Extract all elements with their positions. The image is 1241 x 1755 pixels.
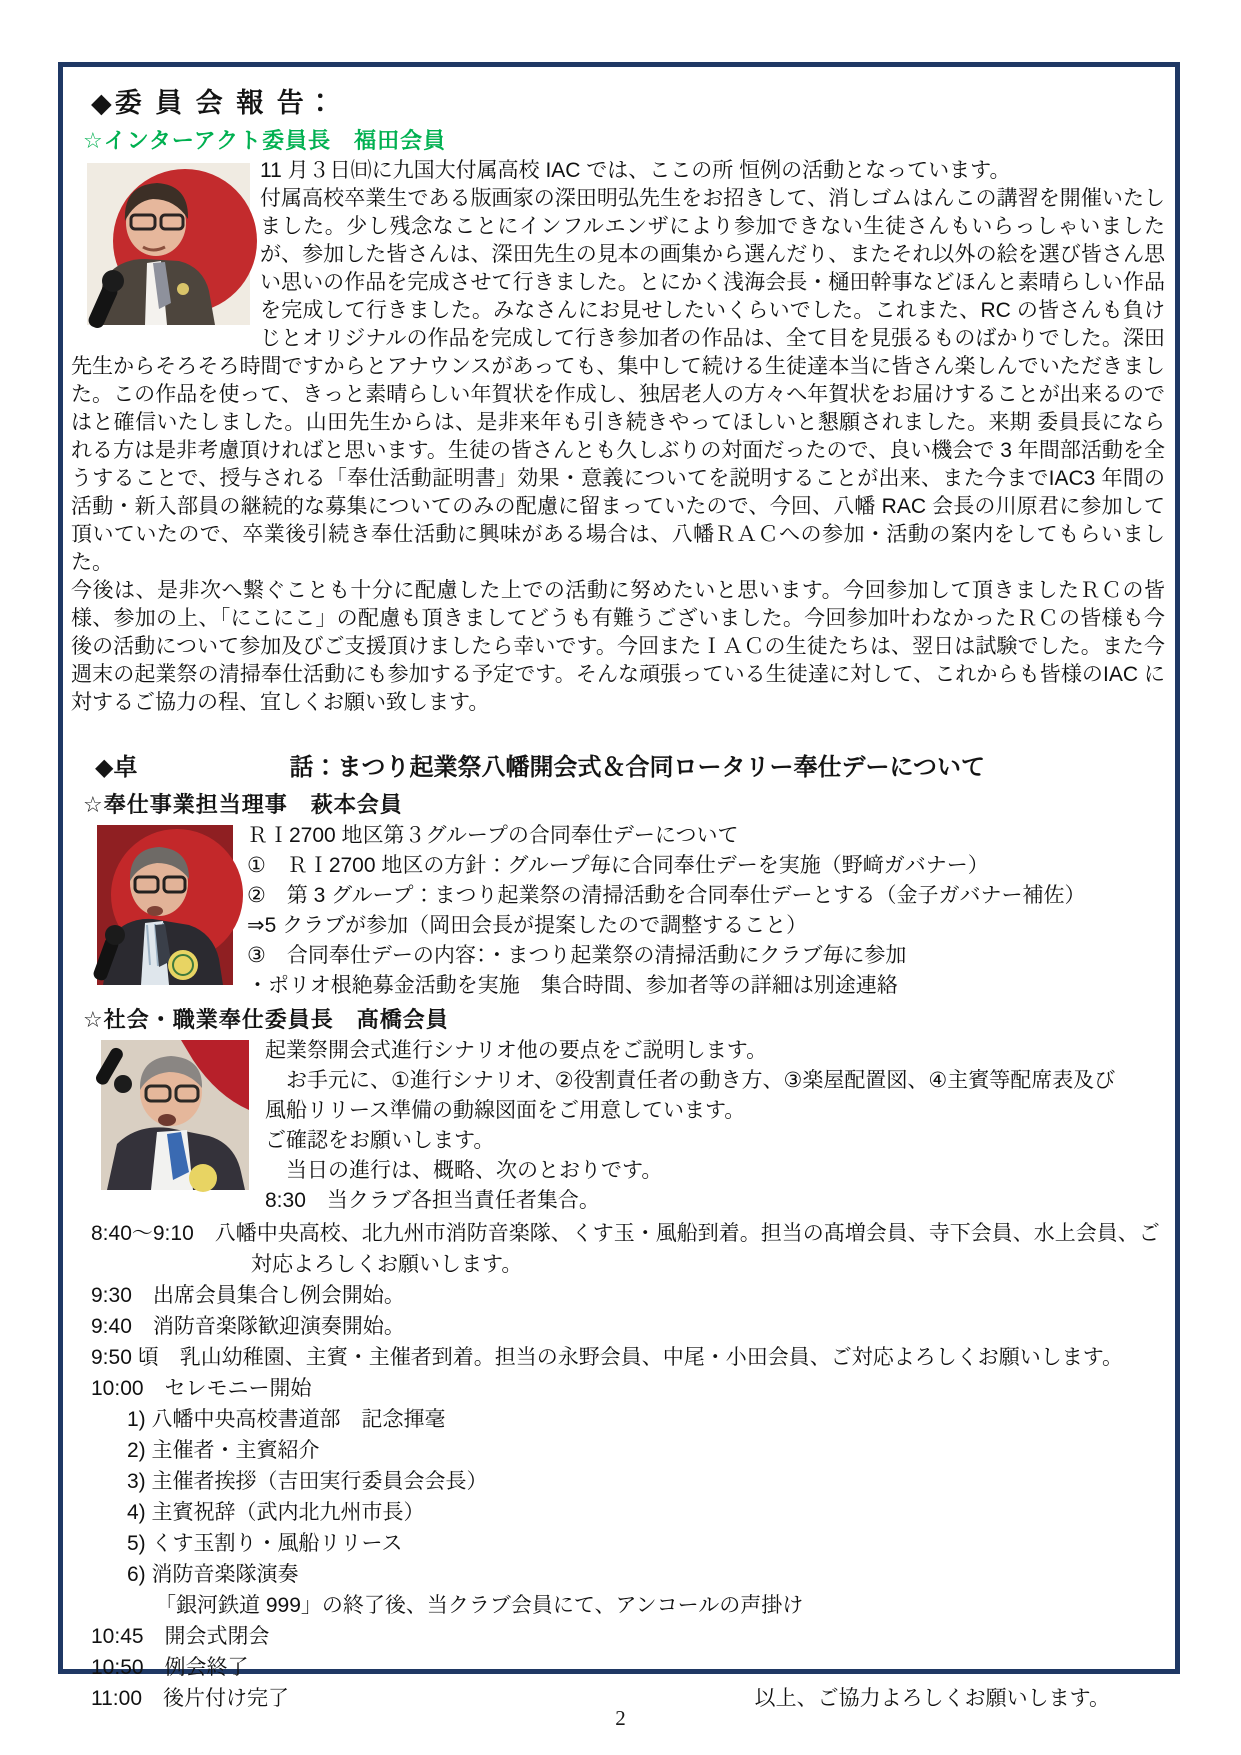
- takahashi-line: ご確認をお願いします。: [265, 1129, 495, 1152]
- schedule-last-left: 11:00 後片付け完了: [91, 1687, 289, 1710]
- ceremony-schedule: [91, 1218, 1165, 1714]
- schedule-line: 10:50 例会終了: [91, 1656, 249, 1679]
- interact-paragraph-1: 付属高校卒業生である版画家の深田明弘先生をお招きして、消しゴムはんこの講習を開催いたしました。少し残念なことにインフルエンザにより参加できない生徒さんもいらっしゃいましたが、参加した皆さんは、深田先生の見本の画集から選んだり、またそれ以外の絵を選び皆さん思い思いの作品を完成させて行きました。とにかく浅海会長・樋田幹事などほんと素晴らしい作品を完成して行きました。みなさんにお見せしたいくらいでした。これまた、RC の皆さんも負けじとオリジナルの作品を完成して行き参加者の作品は、全て目を見張るものばかりでした。深田先生からそろそろ時間ですからとアナウンスがあっても、集中して続ける生徒達本当に皆さん楽しんでいただきました。この作品を使って、きっと素晴らしい年賀状を作成し、独居老人の方々へ年賀状をお届けすることが出来るのではと確信いたしました。山田先生からは、是非来年も引き続きやってほしいと懇願されました。来期 委員長になられる方は是非考慮頂ければと思います。生徒の皆さんとも久しぶりの対面だったので、良い機会で 3 年間部活動を全うすることで、授与される「奉仕活動証明書」効果・意義についてを説明することが出来、また今までIAC3 年間の活動・新入部員の継続的な募集についてのみの配慮に留まっていたので、今回、八幡 RAC 会長の川原君に参加して頂いていたので、卒業後引続き奉仕活動に興味がある場合は、八幡ＲＡＣへの参加・活動の案内をしてもらいました。: [71, 187, 1165, 574]
- takahashi-section: [71, 1036, 1165, 1216]
- interact-intro-line: 11 月３日㈰に九国大付属高校 IAC では、ここの所 恒例の活動となっています。: [260, 159, 1011, 182]
- table-talk-heading-left: ◆卓: [95, 754, 138, 781]
- interact-report-section: [71, 157, 1165, 717]
- takahashi-line: 風船リリース準備の動線図面をご用意しています。: [265, 1099, 746, 1122]
- page-number: 2: [615, 1706, 626, 1730]
- schedule-line: 3) 主催者挨拶（吉田実行委員会会長）: [127, 1470, 488, 1493]
- schedule-line: 10:45 開会式閉会: [91, 1625, 270, 1648]
- schedule-line: 5) くす玉割り・風船リリース: [127, 1532, 403, 1555]
- content-frame: [58, 62, 1180, 1710]
- schedule-line: 1) 八幡中央高校書道部 記念揮毫: [127, 1408, 446, 1431]
- photo-hagimoto-member: [97, 825, 233, 985]
- hagimoto-line: ① ＲＩ2700 地区の方針：グループ毎に合同奉仕デーを実施（野﨑ガバナー）: [247, 854, 989, 877]
- schedule-line: 9:50 頃 乳山幼稚園、主賓・主催者到着。担当の永野会員、中尾・小田会員、ご対応よろしくお願いします。: [91, 1346, 1124, 1369]
- photo-takahashi-member: [101, 1040, 249, 1190]
- takahashi-line: 8:30 当クラブ各担当責任者集合。: [265, 1189, 600, 1212]
- interact-chair-heading: ☆インターアクト委員長 福田会員: [83, 128, 447, 153]
- takahashi-line: お手元に、①進行シナリオ、②役割責任者の動き方、③楽屋配置図、④主賓等配席表及び: [265, 1069, 1116, 1092]
- closing-note: 以上、ご協力よろしくお願いします。: [754, 1687, 1110, 1710]
- service-director-heading: ☆奉仕事業担当理事 萩本会員: [83, 792, 403, 817]
- schedule-line: 8:40～9:10 八幡中央高校、北九州市消防音楽隊、くす玉・風船到着。担当の髙増会員、寺下会員、水上会員、ご対応よろしくお願いします。: [91, 1222, 1160, 1276]
- hagimoto-line: ⇒5 クラブが参加（岡田会長が提案したので調整すること）: [247, 914, 808, 937]
- schedule-line: 10:00 セレモニー開始: [91, 1377, 312, 1400]
- photo-fukuda-member: [87, 163, 250, 325]
- schedule-line: 9:30 出席会員集合し例会開始。: [91, 1284, 405, 1307]
- schedule-line: 9:40 消防音楽隊歓迎演奏開始。: [91, 1315, 405, 1338]
- interact-paragraph-2: 今後は、是非次へ繋ぐことも十分に配慮した上での活動に努めたいと思います。今回参加して頂きましたＲＣの皆様、参加の上、「にこにこ」の配慮も頂きましてどうも有難うございました。今回参加叶わなかったＲＣの皆様も今後の活動について参加及びご支援頂けましたら幸いです。今回またＩＡＣの生徒たちは、翌日は試験でした。また今週末の起業祭の清掃奉仕活動にも参加する予定です。そんな頑張っている生徒達に対して、これからも皆様のIAC に対するご協力の程、宜しくお願い致します。: [71, 579, 1165, 714]
- table-talk-heading-right: 話：まつり起業祭八幡開会式＆合同ロータリー奉仕デーについて: [289, 754, 985, 781]
- hagimoto-line: ② 第 3 グループ：まつり起業祭の清掃活動を合同奉仕デーとする（金子ガバナー補佐）: [247, 884, 1086, 907]
- takahashi-line: 起業祭開会式進行シナリオ他の要点をご説明します。: [265, 1039, 768, 1062]
- hagimoto-line: ＲＩ2700 地区第３グループの合同奉仕デーについて: [247, 824, 739, 847]
- hagimoto-line: ③ 合同奉仕デーの内容：・まつり起業祭の清掃活動にクラブ毎に参加: [247, 944, 907, 967]
- committee-report-heading: ◆委 員 会 報 告：: [91, 88, 337, 118]
- schedule-line: 「銀河鉄道 999」の終了後、当クラブ会員にて、アンコールの声掛け: [155, 1594, 804, 1617]
- schedule-line: 4) 主賓祝辞（武内北九州市長）: [127, 1501, 425, 1524]
- schedule-line: 2) 主催者・主賓紹介: [127, 1439, 320, 1462]
- hagimoto-line: ・ポリオ根絶募金活動を実施 集合時間、参加者等の詳細は別途連絡: [247, 974, 898, 997]
- schedule-line: 6) 消防音楽隊演奏: [127, 1563, 299, 1586]
- table-talk-heading: [95, 747, 1165, 782]
- takahashi-line: 当日の進行は、概略、次のとおりです。: [265, 1159, 663, 1182]
- hagimoto-section: [71, 821, 1165, 1001]
- vocational-chair-heading: ☆社会・職業奉仕委員長 髙橋会員: [83, 1007, 449, 1032]
